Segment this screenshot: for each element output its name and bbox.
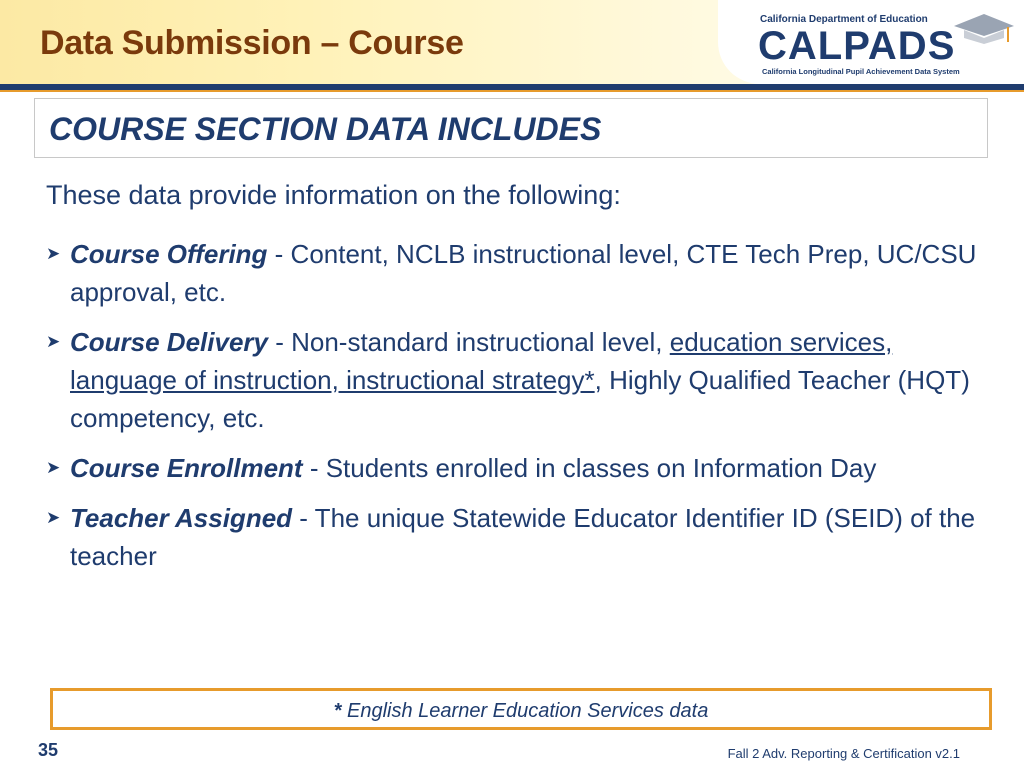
footnote-body: English Learner Education Services data [341, 700, 709, 722]
section-heading-box [34, 98, 988, 158]
bullet-term: Course Delivery [70, 327, 268, 357]
footnote-box [50, 688, 992, 730]
logo-sub-line: California Longitudinal Pupil Achievement Data System [762, 67, 960, 76]
bullet-text: - The unique Statewide Educator Identifier ID (SEID) of the teacher [70, 503, 976, 571]
footnote-star: * [333, 700, 342, 722]
page-number: 35 [38, 740, 59, 760]
list-item [46, 235, 986, 311]
list-item [46, 323, 986, 437]
arrow-bullet-icon: ➤ [46, 508, 61, 527]
intro-text: These data provide information on the following: [46, 180, 621, 210]
bullet-text: - Non-standard instructional level, [267, 327, 670, 357]
calpads-logo-wordmark: CALPADS [758, 24, 956, 68]
arrow-bullet-icon: ➤ [46, 458, 61, 477]
header-accent-line [0, 90, 1024, 92]
underlined-text: education services, language of instruction, instructional strategy* [70, 327, 893, 395]
bullet-text: - Students enrolled in classes on Information Day [302, 453, 877, 483]
slide-title: Data Submission – Course [40, 24, 464, 62]
list-item [46, 499, 986, 575]
list-item [46, 449, 986, 487]
footer-text: Fall 2 Adv. Reporting & Certification v2.1 [727, 746, 960, 761]
arrow-bullet-icon: ➤ [46, 332, 61, 351]
bullet-term: Course Enrollment [70, 453, 303, 483]
bullet-term: Course Offering [70, 239, 268, 269]
bullet-text-after: , Highly Qualified Teacher (HQT) competency, etc. [70, 365, 970, 433]
bullet-list [46, 235, 986, 587]
section-heading: COURSE SECTION DATA INCLUDES [49, 111, 602, 147]
footnote-text [334, 700, 709, 723]
bullet-text: - Content, NCLB instructional level, CTE Tech Prep, UC/CSU approval, etc. [70, 239, 977, 307]
graduation-cap-icon [950, 12, 1016, 46]
logo-top-line: California Department of Education [760, 14, 928, 25]
arrow-bullet-icon: ➤ [46, 244, 61, 263]
bullet-term: Teacher Assigned [70, 503, 293, 533]
